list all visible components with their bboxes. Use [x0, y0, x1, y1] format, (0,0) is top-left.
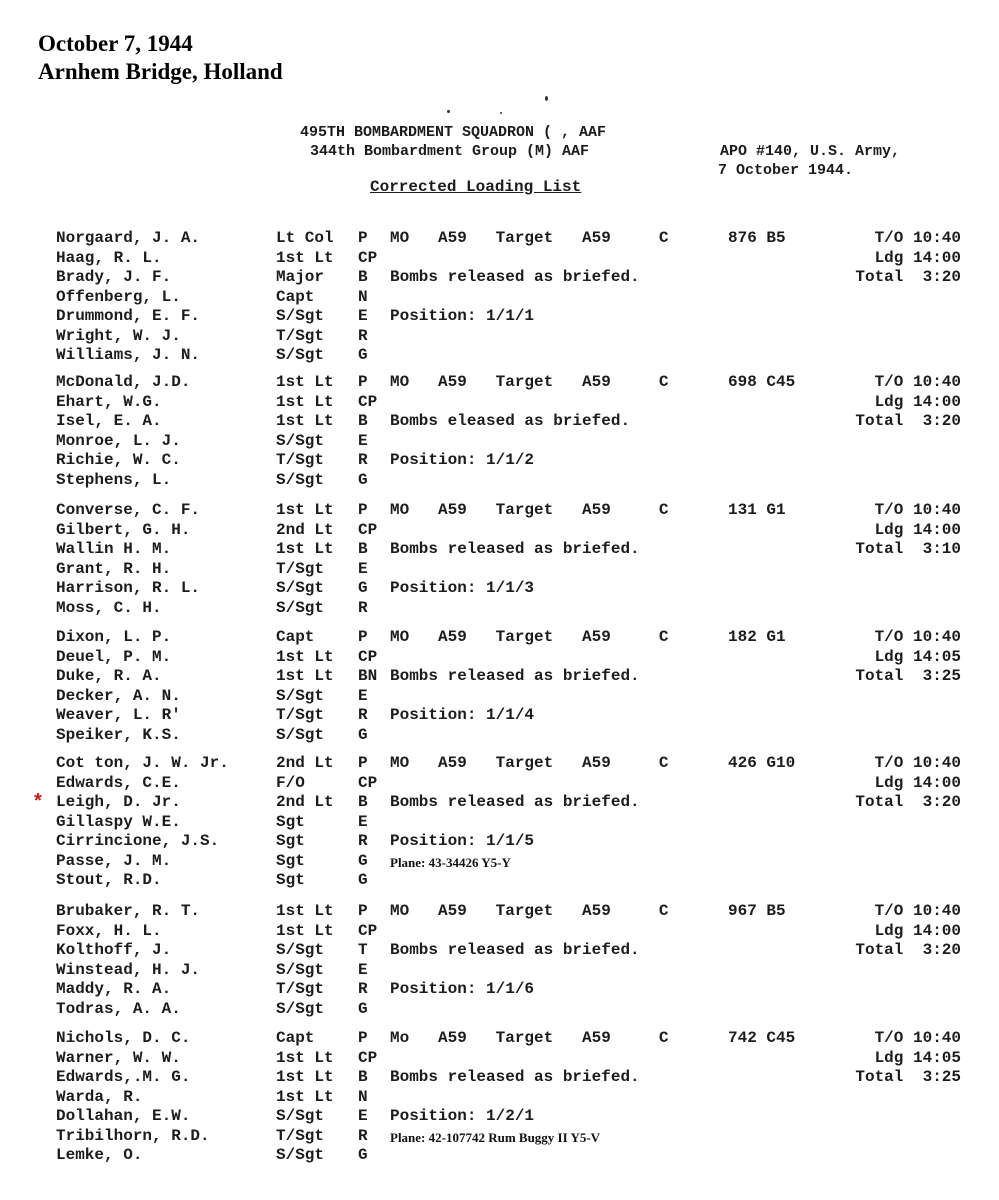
member-position: CP	[358, 392, 378, 411]
member-position: R	[358, 598, 368, 617]
member-name: Warner, W. W.	[56, 1048, 181, 1067]
crew-member-row	[0, 539, 999, 559]
member-name: Kolthoff, J.	[56, 941, 172, 959]
member-position: E	[358, 431, 368, 450]
member-name: Tribilhorn, R.D.	[56, 1126, 210, 1145]
bombs-note: Bombs released as briefed.	[390, 667, 640, 685]
member-rank: S/Sgt	[276, 1146, 325, 1164]
member-name: Gilbert, G. H.	[56, 520, 191, 539]
takeoff-time: T/O 10:40	[874, 628, 961, 646]
member-rank: S/Sgt	[276, 579, 325, 597]
member-position: G	[358, 346, 368, 364]
asterisk-marker: *	[34, 790, 42, 812]
member-rank: 1st Lt	[276, 540, 334, 558]
member-name: Nichols, D. C.	[56, 1029, 191, 1047]
member-rank: Sgt	[276, 812, 305, 831]
member-rank: S/Sgt	[276, 941, 325, 959]
takeoff-time: T/O 10:40	[874, 373, 961, 391]
member-name: Monroe, L. J.	[56, 431, 181, 450]
member-rank: 1st Lt	[276, 921, 334, 940]
member-position: R	[358, 1126, 368, 1145]
caption	[38, 30, 283, 86]
crew-member-row	[0, 559, 999, 579]
member-position: B	[358, 268, 368, 286]
crew-member-row	[0, 870, 999, 890]
member-rank: 1st Lt	[276, 647, 334, 666]
crew-member-row	[0, 326, 999, 346]
member-name: Dixon, L. P.	[56, 628, 172, 646]
member-name: Decker, A. N.	[56, 686, 181, 705]
crew-member-row	[0, 306, 999, 326]
member-name: Isel, E. A.	[56, 412, 162, 430]
member-position: CP	[358, 520, 378, 539]
plane-note: Plane: 42-107742 Rum Buggy II Y5-V	[390, 1129, 601, 1145]
aircraft-number: 182 G1	[728, 628, 786, 646]
document-title: Corrected Loading List	[370, 178, 582, 196]
member-position: T	[358, 941, 368, 959]
member-position: B	[358, 1068, 368, 1086]
total-time: Total 3:20	[855, 941, 961, 959]
member-position: P	[358, 501, 368, 519]
member-name: Brubaker, R. T.	[56, 902, 201, 920]
crew-member-row	[0, 1028, 999, 1048]
landing-time: Ldg 14:00	[874, 248, 961, 267]
takeoff-time: T/O 10:40	[874, 754, 961, 772]
crew-member-row	[0, 1106, 999, 1126]
bombs-note: Bombs eleased as briefed.	[390, 412, 631, 430]
member-name: Converse, C. F.	[56, 501, 201, 519]
member-position: E	[358, 1107, 368, 1125]
member-name: Haag, R. L.	[56, 248, 162, 267]
member-position: CP	[358, 773, 378, 792]
member-rank: Sgt	[276, 851, 305, 870]
member-rank: T/Sgt	[276, 1126, 325, 1145]
crew-member-row	[0, 598, 999, 618]
crew-member-row	[0, 851, 999, 871]
mission-line: MO A59 Target A59 C	[390, 902, 669, 920]
member-position: CP	[358, 921, 378, 940]
crew-member-row	[0, 792, 999, 812]
crew-member-row	[0, 228, 999, 248]
member-name: Harrison, R. L.	[56, 579, 201, 597]
crew-member-row	[0, 725, 999, 745]
member-rank: S/Sgt	[276, 686, 325, 705]
formation-position: Position: 1/1/6	[390, 980, 535, 998]
takeoff-time: T/O 10:40	[874, 501, 961, 519]
member-position: E	[358, 559, 368, 578]
member-rank: T/Sgt	[276, 980, 325, 998]
total-time: Total 3:25	[855, 667, 961, 685]
crew-member-row	[0, 940, 999, 960]
crew-member-row	[0, 831, 999, 851]
aircraft-number: 698 C45	[728, 373, 796, 391]
member-rank: S/Sgt	[276, 999, 325, 1018]
landing-time: Ldg 14:00	[874, 921, 961, 940]
member-name: Deuel, P. M.	[56, 647, 172, 666]
member-rank: S/Sgt	[276, 598, 325, 617]
member-position: N	[358, 287, 368, 306]
member-name: Dollahan, E.W.	[56, 1107, 191, 1125]
member-position: B	[358, 412, 368, 430]
member-name: Foxx, H. L.	[56, 921, 162, 940]
aircraft-number: 131 G1	[728, 501, 786, 519]
member-rank: F/O	[276, 773, 305, 792]
total-time: Total 3:25	[855, 1068, 961, 1086]
caption-date: October 7, 1944	[38, 31, 193, 56]
member-name: Norgaard, J. A.	[56, 229, 201, 247]
member-position: R	[358, 980, 368, 998]
caption-location: Arnhem Bridge, Holland	[38, 59, 283, 84]
member-name: Moss, C. H.	[56, 598, 162, 617]
crew-member-row	[0, 705, 999, 725]
mission-line: MO A59 Target A59 C	[390, 229, 669, 247]
member-rank: 1st Lt	[276, 902, 334, 920]
member-rank: S/Sgt	[276, 960, 325, 979]
member-position: R	[358, 326, 368, 345]
member-rank: 1st Lt	[276, 667, 334, 685]
member-name: Stephens, L.	[56, 470, 172, 489]
member-rank: 1st Lt	[276, 1048, 334, 1067]
bombs-note: Bombs released as briefed.	[390, 268, 640, 286]
member-rank: Major	[276, 268, 325, 286]
member-position: G	[358, 871, 368, 889]
member-position: CP	[358, 647, 378, 666]
crew-member-row	[0, 627, 999, 647]
crew-member-row	[0, 979, 999, 999]
bombs-note: Bombs released as briefed.	[390, 793, 640, 811]
aircraft-number: 426 G10	[728, 754, 796, 772]
member-name: Duke, R. A.	[56, 667, 162, 685]
crew-member-row	[0, 267, 999, 287]
member-name: Ehart, W.G.	[56, 392, 162, 411]
member-position: P	[358, 373, 368, 391]
member-rank: 1st Lt	[276, 1087, 334, 1106]
crew-member-row	[0, 999, 999, 1019]
crew-member-row	[0, 812, 999, 832]
unit-line-1: 495TH BOMBARDMENT SQUADRON ( , AAF	[300, 124, 607, 141]
member-position: P	[358, 628, 368, 646]
member-position: R	[358, 451, 368, 469]
member-rank: Capt	[276, 628, 315, 646]
member-rank: S/Sgt	[276, 725, 325, 744]
member-rank: 1st Lt	[276, 392, 334, 411]
crew-member-row	[0, 1067, 999, 1087]
crew-member-row	[0, 411, 999, 431]
crew-member-row	[0, 431, 999, 451]
crew-member-row	[0, 500, 999, 520]
total-time: Total 3:10	[855, 540, 961, 558]
member-rank: Capt	[276, 1029, 315, 1047]
member-rank: 2nd Lt	[276, 793, 334, 811]
mission-line: Mo A59 Target A59 C	[390, 1029, 669, 1047]
takeoff-time: T/O 10:40	[874, 1029, 961, 1047]
member-rank: 1st Lt	[276, 501, 334, 519]
member-name: Maddy, R. A.	[56, 980, 172, 998]
member-position: BN	[358, 667, 378, 685]
member-name: Richie, W. C.	[56, 451, 181, 469]
member-position: N	[358, 1087, 368, 1106]
formation-position: Position: 1/1/3	[390, 579, 535, 597]
bombs-note: Bombs released as briefed.	[390, 1068, 640, 1086]
crew-member-row	[0, 960, 999, 980]
crew-member-row	[0, 666, 999, 686]
crew-member-row	[0, 686, 999, 706]
member-name: Cirrincione, J.S.	[56, 832, 220, 850]
member-position: R	[358, 832, 368, 850]
member-position: E	[358, 307, 368, 325]
crew-member-row	[0, 753, 999, 773]
total-time: Total 3:20	[855, 268, 961, 286]
crew-member-row	[0, 450, 999, 470]
mission-line: MO A59 Target A59 C	[390, 754, 669, 772]
aircraft-number: 742 C45	[728, 1029, 796, 1047]
aircraft-number: 967 B5	[728, 902, 786, 920]
member-rank: S/Sgt	[276, 470, 325, 489]
crew-member-row	[0, 647, 999, 667]
crew-member-row	[0, 1126, 999, 1146]
member-rank: Sgt	[276, 832, 305, 850]
member-position: B	[358, 540, 368, 558]
member-rank: 1st Lt	[276, 373, 334, 391]
aircraft-number: 876 B5	[728, 229, 786, 247]
member-name: Weaver, L. R'	[56, 706, 181, 724]
document-date: 7 October 1944.	[718, 162, 854, 179]
member-name: Drummond, E. F.	[56, 307, 201, 325]
member-name: Offenberg, L.	[56, 287, 181, 306]
member-position: E	[358, 960, 368, 979]
member-name: Wright, W. J.	[56, 326, 181, 345]
crew-member-row	[0, 345, 999, 365]
crew-member-row	[0, 1087, 999, 1107]
landing-time: Ldg 14:05	[874, 1048, 961, 1067]
member-rank: 1st Lt	[276, 1068, 334, 1086]
member-rank: T/Sgt	[276, 326, 325, 345]
member-name: Edwards, C.E.	[56, 773, 181, 792]
member-position: E	[358, 686, 368, 705]
apo-line: APO #140, U.S. Army,	[720, 143, 901, 160]
member-position: G	[358, 999, 368, 1018]
member-name: McDonald, J.D.	[56, 373, 191, 391]
landing-time: Ldg 14:00	[874, 392, 961, 411]
member-rank: T/Sgt	[276, 706, 325, 724]
formation-position: Position: 1/1/4	[390, 706, 535, 724]
member-name: Speiker, K.S.	[56, 725, 181, 744]
member-rank: 1st Lt	[276, 248, 334, 267]
member-name: Lemke, O.	[56, 1146, 143, 1164]
member-name: Todras, A. A.	[56, 999, 181, 1018]
total-time: Total 3:20	[855, 412, 961, 430]
crew-member-row	[0, 578, 999, 598]
crew-member-row	[0, 921, 999, 941]
member-name: Leigh, D. Jr.	[56, 793, 181, 811]
member-position: E	[358, 812, 368, 831]
paper-speck	[447, 110, 450, 113]
member-rank: Capt	[276, 287, 315, 306]
member-name: Wallin H. M.	[56, 540, 172, 558]
member-name: Winstead, H. J.	[56, 960, 201, 979]
member-name: Williams, J. N.	[56, 346, 201, 364]
member-rank: 1st Lt	[276, 412, 334, 430]
member-name: Grant, R. H.	[56, 559, 172, 578]
member-name: Brady, J. F.	[56, 268, 172, 286]
unit-line-2: 344th Bombardment Group (M) AAF	[310, 143, 590, 160]
paper-speck	[545, 96, 548, 101]
member-position: G	[358, 725, 368, 744]
takeoff-time: T/O 10:40	[874, 902, 961, 920]
landing-time: Ldg 14:05	[874, 647, 961, 666]
member-rank: S/Sgt	[276, 307, 325, 325]
member-name: Passe, J. M.	[56, 851, 172, 870]
member-name: Edwards,.M. G.	[56, 1068, 191, 1086]
total-time: Total 3:20	[855, 793, 961, 811]
member-position: G	[358, 470, 368, 489]
member-rank: T/Sgt	[276, 559, 325, 578]
member-name: Stout, R.D.	[56, 871, 162, 889]
mission-line: MO A59 Target A59 C	[390, 373, 669, 391]
member-rank: Sgt	[276, 871, 305, 889]
bombs-note: Bombs released as briefed.	[390, 941, 640, 959]
member-rank: S/Sgt	[276, 346, 325, 364]
member-name: Cot ton, J. W. Jr.	[56, 754, 229, 772]
mission-line: MO A59 Target A59 C	[390, 628, 669, 646]
crew-member-row	[0, 1145, 999, 1165]
member-position: P	[358, 902, 368, 920]
formation-position: Position: 1/2/1	[390, 1107, 535, 1125]
member-position: G	[358, 579, 368, 597]
member-rank: S/Sgt	[276, 431, 325, 450]
takeoff-time: T/O 10:40	[874, 229, 961, 247]
member-position: B	[358, 793, 368, 811]
member-position: P	[358, 229, 368, 247]
member-position: P	[358, 754, 368, 772]
crew-member-row	[0, 372, 999, 392]
formation-position: Position: 1/1/2	[390, 451, 535, 469]
member-position: G	[358, 1146, 368, 1164]
plane-note: Plane: 43-34426 Y5-Y	[390, 854, 511, 870]
member-rank: Lt Col	[276, 229, 334, 247]
bombs-note: Bombs released as briefed.	[390, 540, 640, 558]
crew-member-row	[0, 773, 999, 793]
member-position: CP	[358, 1048, 378, 1067]
formation-position: Position: 1/1/5	[390, 832, 535, 850]
mission-line: MO A59 Target A59 C	[390, 501, 669, 519]
member-name: Gillaspy W.E.	[56, 812, 181, 831]
member-rank: 2nd Lt	[276, 520, 334, 539]
crew-member-row	[0, 470, 999, 490]
crew-member-row	[0, 392, 999, 412]
crew-member-row	[0, 901, 999, 921]
member-rank: S/Sgt	[276, 1107, 325, 1125]
member-position: P	[358, 1029, 368, 1047]
member-rank: 2nd Lt	[276, 754, 334, 772]
landing-time: Ldg 14:00	[874, 520, 961, 539]
landing-time: Ldg 14:00	[874, 773, 961, 792]
member-name: Warda, R.	[56, 1087, 143, 1106]
crew-member-row	[0, 248, 999, 268]
member-position: R	[358, 706, 368, 724]
member-position: CP	[358, 248, 378, 267]
crew-member-row	[0, 520, 999, 540]
crew-member-row	[0, 1048, 999, 1068]
member-position: G	[358, 851, 368, 870]
member-rank: T/Sgt	[276, 451, 325, 469]
paper-speck	[500, 112, 502, 114]
formation-position: Position: 1/1/1	[390, 307, 535, 325]
crew-member-row	[0, 287, 999, 307]
